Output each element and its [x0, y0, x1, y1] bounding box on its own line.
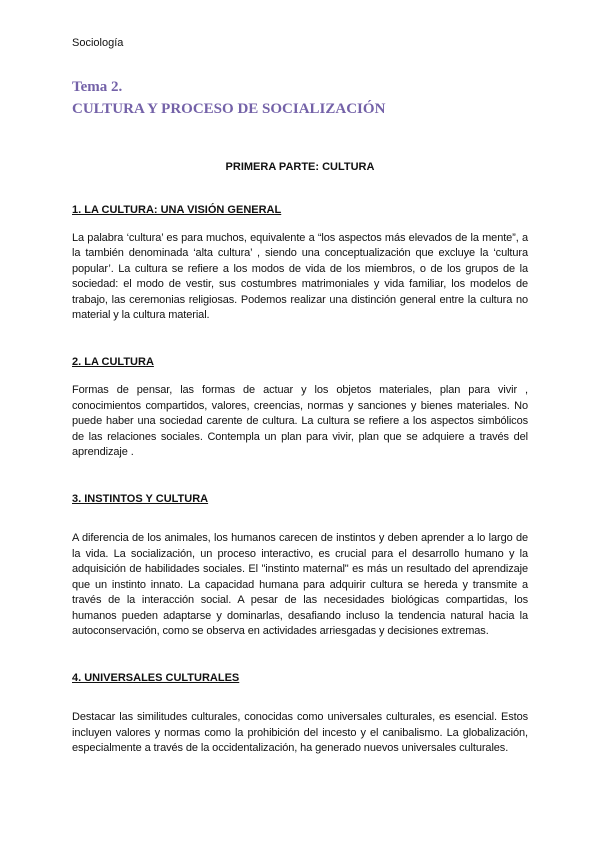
section-heading-instintos: 3. INSTINTOS Y CULTURA	[72, 493, 209, 506]
section-heading-vision-general: 1. LA CULTURA: UNA VISIÓN GENERAL	[72, 204, 282, 216]
section-body-vision-general: La palabra ‘cultura’ es para muchos, equivalente a “los aspectos más elevados de la mente”, a la también denominada ‘alta cultura’ , siendo una conceptualización que excluye la ‘cultura popular’. La cultura se refiere a los modos de vida de los miembros, o de los grupos de la sociedad: el modo de vestir, sus costumbres matrimoniales y vida familiar, los modelos de trabajo, las ceremonias religiosas. Podemos realizar una distinción general entre la cultura no material y la cultura material.	[72, 232, 528, 322]
section-heading-universales: 4. UNIVERSALES CULTURALES	[72, 672, 240, 685]
part-title: PRIMERA PARTE: CULTURA	[225, 161, 375, 173]
document-title	[72, 76, 528, 120]
section-heading-la-cultura: 2. LA CULTURA	[72, 356, 154, 369]
section-body-universales: Destacar las similitudes culturales, conocidas como universales culturales, es esencial. Estos incluyen valores y normas como la prohibición del incesto y el canibalismo. La globalización, especialmente a través de la occidentalización, ha generado nuevos universales culturales.	[72, 711, 528, 755]
section-body-instintos: A diferencia de los animales, los humanos carecen de instintos y deben aprender a lo largo de la vida. La socialización, un proceso interactivo, es crucial para el desarrollo humano y la adquisición de habilidades sociales. El "instinto maternal" es más un resultado del aprendizaje que un instinto innato. La capacidad humana para adquirir cultura se hereda y transmite a través de la interacción social. A pesar de las necesidades biológicas compartidas, los humanos pueden adaptarse y dominarlas, desafiando incluso la tendencia natural hacia la autoconservación, como se observa en actividades arriesgadas y decisiones extremas.	[72, 532, 528, 637]
title-line-topic: Tema 2.	[72, 79, 123, 95]
section-body-la-cultura: Formas de pensar, las formas de actuar y los objetos materiales, plan para vivir , conocimientos compartidos, valores, creencias, normas y sanciones y bienes materiales. No puede haber una sociedad carente de cultura. La cultura se refiere a los aspectos simbólicos de las relaciones sociales. Contempla un plan para vivir, plan que se adquiere a través del aprendizaje .	[72, 384, 528, 459]
running-header: Sociología	[72, 37, 124, 49]
title-line-subject: CULTURA Y PROCESO DE SOCIALIZACIÓN	[72, 101, 386, 117]
